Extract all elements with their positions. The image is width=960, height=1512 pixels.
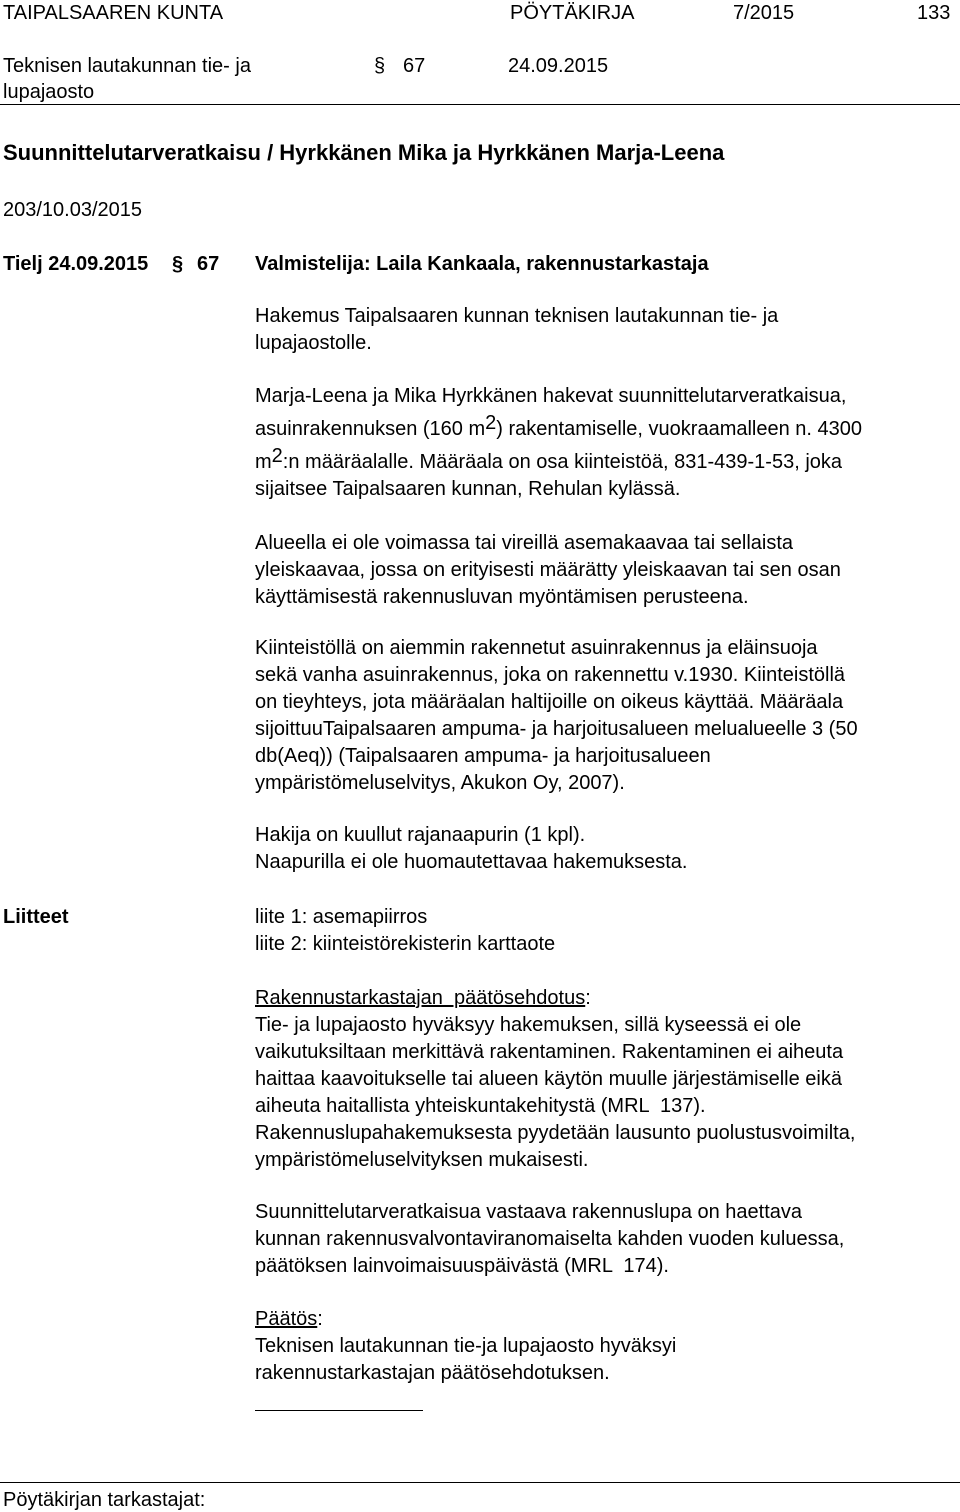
proposal-line3: haittaa kaavoitukselle tai alueen käytön muulle järjestämiselle eikä bbox=[255, 1068, 842, 1090]
reference-number: 203/10.03/2015 bbox=[3, 199, 143, 221]
paragraph-2-line2 bbox=[255, 412, 863, 441]
paragraph-2-line2-part2: ) rakentamiselle, vuokraamalleen n. 4300 bbox=[496, 418, 863, 440]
decision-line2: rakennustarkastajan päätösehdotuksen. bbox=[255, 1362, 610, 1384]
committee-name-line1: Teknisen lautakunnan tie- ja bbox=[3, 55, 251, 77]
paragraph-3-line2: yleiskaavaa, jossa on erityisesti määrätty yleiskaavan tai sen osan bbox=[255, 559, 841, 581]
paragraph-2-line3-part2: :n määräalalle. Määräala on osa kiinteistöä, 831-439-1-53, joka bbox=[282, 451, 843, 473]
proposal-line5: Rakennuslupahakemuksesta pyydetään lausunto puolustusvoimilta, bbox=[255, 1122, 856, 1144]
proposal-paragraph-2-line2: kunnan rakennusvalvontaviranomaiselta kahden vuoden kuluessa, bbox=[255, 1228, 845, 1250]
header-section-number: 67 bbox=[403, 55, 426, 77]
paragraph-5-line1: Hakija on kuullut rajanaapurin (1 kpl). bbox=[255, 824, 586, 846]
proposal-paragraph-2-line3: päätöksen lainvoimaisuuspäivästä (MRL 174). bbox=[255, 1255, 669, 1277]
proposal-line4: aiheuta haitallista yhteiskuntakehitystä (MRL 137). bbox=[255, 1095, 706, 1117]
header-date: 24.09.2015 bbox=[508, 55, 609, 77]
superscript-2: 2 bbox=[485, 412, 497, 434]
paragraph-2-line3 bbox=[255, 445, 843, 474]
paragraph-2-line3-part1: m bbox=[255, 451, 272, 473]
decision-heading-colon: : bbox=[317, 1308, 323, 1330]
proposal-line6: ympäristömeluselvityksen mukaisesti. bbox=[255, 1149, 589, 1171]
proposal-heading bbox=[255, 987, 591, 1010]
paragraph-3-line3: käyttämisestä rakennusluvan myöntämisen perusteena. bbox=[255, 586, 749, 608]
proposal-heading-text: Rakennustarkastajan päätösehdotus bbox=[255, 987, 586, 1009]
meeting-label: Tielj 24.09.2015 bbox=[3, 253, 149, 275]
paragraph-4-line3: on tieyhteys, jota määräalan haltijoille on oikeus käyttää. Määräala bbox=[255, 691, 844, 713]
proposal-line2: vaikutuksiltaan merkittävä rakentaminen. Rakentaminen ei aiheuta bbox=[255, 1041, 844, 1063]
attachment-2: liite 2: kiinteistörekisterin karttaote bbox=[255, 933, 556, 955]
document-number: 7/2015 bbox=[733, 2, 795, 24]
header-section-sign: § bbox=[374, 55, 386, 77]
proposal-heading-colon: : bbox=[585, 987, 591, 1009]
preparer: Valmistelija: Laila Kankaala, rakennustarkastaja bbox=[255, 253, 709, 275]
paragraph-2-line1: Marja-Leena ja Mika Hyrkkänen hakevat suunnittelutarveratkaisua, bbox=[255, 385, 847, 407]
proposal-line1: Tie- ja lupajaosto hyväksyy hakemuksen, sillä kyseessä ei ole bbox=[255, 1014, 802, 1036]
paragraph-4-line2: sekä vanha asuinrakennus, joka on rakennettu v.1930. Kiinteistöllä bbox=[255, 664, 846, 686]
paragraph-4-line4: sijoittuuTaipalsaaren ampuma- ja harjoitusalueen melualueelle 3 (50 bbox=[255, 718, 858, 740]
committee-name-line2: lupajaosto bbox=[3, 81, 95, 103]
municipality-name: TAIPALSAAREN KUNTA bbox=[3, 2, 224, 24]
footer-divider bbox=[0, 1482, 960, 1483]
attachment-1: liite 1: asemapiirros bbox=[255, 906, 428, 928]
paragraph-1-line2: lupajaostolle. bbox=[255, 332, 372, 354]
paragraph-4-line6: ympäristömeluselvitys, Akukon Oy, 2007). bbox=[255, 772, 625, 794]
proposal-paragraph-2-line1: Suunnittelutarveratkaisua vastaava rakennuslupa on haettava bbox=[255, 1201, 803, 1223]
meeting-section-number: 67 bbox=[197, 253, 220, 275]
paragraph-5-line2: Naapurilla ei ole huomautettavaa hakemuksesta. bbox=[255, 851, 688, 873]
superscript-2: 2 bbox=[271, 445, 283, 467]
paragraph-1-line1: Hakemus Taipalsaaren kunnan teknisen lautakunnan tie- ja bbox=[255, 305, 779, 327]
decision-heading-text: Päätös bbox=[255, 1308, 318, 1330]
signature-rule bbox=[255, 1410, 423, 1411]
paragraph-3-line1: Alueella ei ole voimassa tai vireillä asemakaavaa tai sellaista bbox=[255, 532, 794, 554]
paragraph-2-line2-part1: asuinrakennuksen (160 m bbox=[255, 418, 486, 440]
decision-heading bbox=[255, 1308, 323, 1331]
meeting-section-sign: § bbox=[172, 253, 184, 275]
paragraph-4-line1: Kiinteistöllä on aiemmin rakennetut asuinrakennus ja eläinsuoja bbox=[255, 637, 818, 659]
reviewers-label: Pöytäkirjan tarkastajat: bbox=[3, 1489, 206, 1511]
page-title: Suunnittelutarveratkaisu / Hyrkkänen Mika ja Hyrkkänen Marja-Leena bbox=[3, 140, 725, 165]
decision-line1: Teknisen lautakunnan tie-ja lupajaosto hyväksyi bbox=[255, 1335, 677, 1357]
header-divider bbox=[0, 104, 960, 105]
paragraph-4-line5: db(Aeq)) (Taipalsaaren ampuma- ja harjoitusalueen bbox=[255, 745, 711, 767]
page-number: 133 bbox=[917, 2, 951, 24]
document-type: PÖYTÄKIRJA bbox=[510, 2, 635, 24]
attachments-label: Liitteet bbox=[3, 906, 69, 928]
paragraph-2-line4: sijaitsee Taipalsaaren kunnan, Rehulan kylässä. bbox=[255, 478, 681, 500]
